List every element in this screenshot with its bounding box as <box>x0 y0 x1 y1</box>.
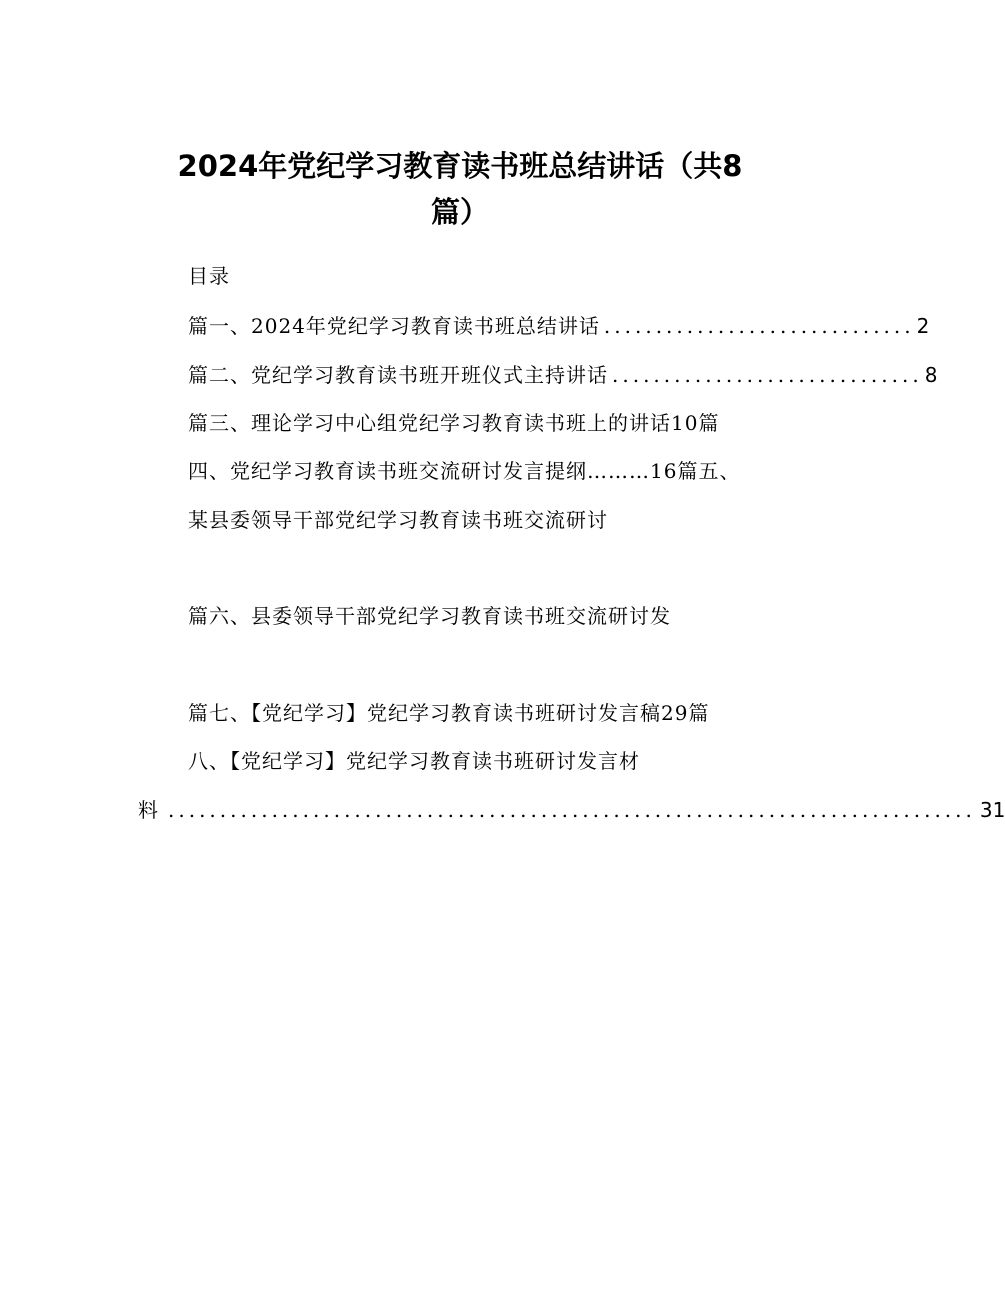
toc-entry-2-text: 篇二、党纪学习教育读书班开班仪式主持讲话 <box>188 363 608 387</box>
document-title-line-1: 2024年党纪学习教育读书班总结讲话（共8 <box>177 149 743 183</box>
toc-line-5[interactable]: 某县委领导干部党纪学习教育读书班交流研讨 <box>188 508 608 532</box>
toc-entry-2-page: 8 <box>924 363 939 387</box>
toc-entry-2-leader: .............................. <box>612 363 923 387</box>
toc-line-4[interactable]: 四、党纪学习教育读书班交流研讨发言提纲………16篇五、 <box>188 459 741 483</box>
document-title-line-2: 篇） <box>430 195 489 229</box>
toc-label: 目录 <box>188 264 230 288</box>
toc-last-entry-leader: .............................................................................. <box>168 798 976 822</box>
toc-entry-1-text: 篇一、2024年党纪学习教育读书班总结讲话 <box>188 314 600 338</box>
toc-line-6[interactable]: 篇六、县委领导干部党纪学习教育读书班交流研讨发 <box>188 604 671 628</box>
toc-last-entry[interactable] <box>138 796 1005 824</box>
toc-last-entry-text: 料 <box>138 798 158 822</box>
toc-last-entry-page: 31 <box>979 798 1005 822</box>
toc-entry-2[interactable] <box>188 361 939 389</box>
toc-line-7[interactable]: 篇七、【党纪学习】党纪学习教育读书班研讨发言稿29篇 <box>188 701 710 725</box>
toc-entry-1-leader: .............................. <box>603 314 915 338</box>
toc-entry-1-page: 2 <box>916 314 931 338</box>
toc-line-3[interactable]: 篇三、理论学习中心组党纪学习教育读书班上的讲话10篇 <box>188 411 720 435</box>
toc-line-8[interactable]: 八、【党纪学习】党纪学习教育读书班研讨发言材 <box>188 749 640 773</box>
toc-entry-1[interactable] <box>188 312 931 340</box>
